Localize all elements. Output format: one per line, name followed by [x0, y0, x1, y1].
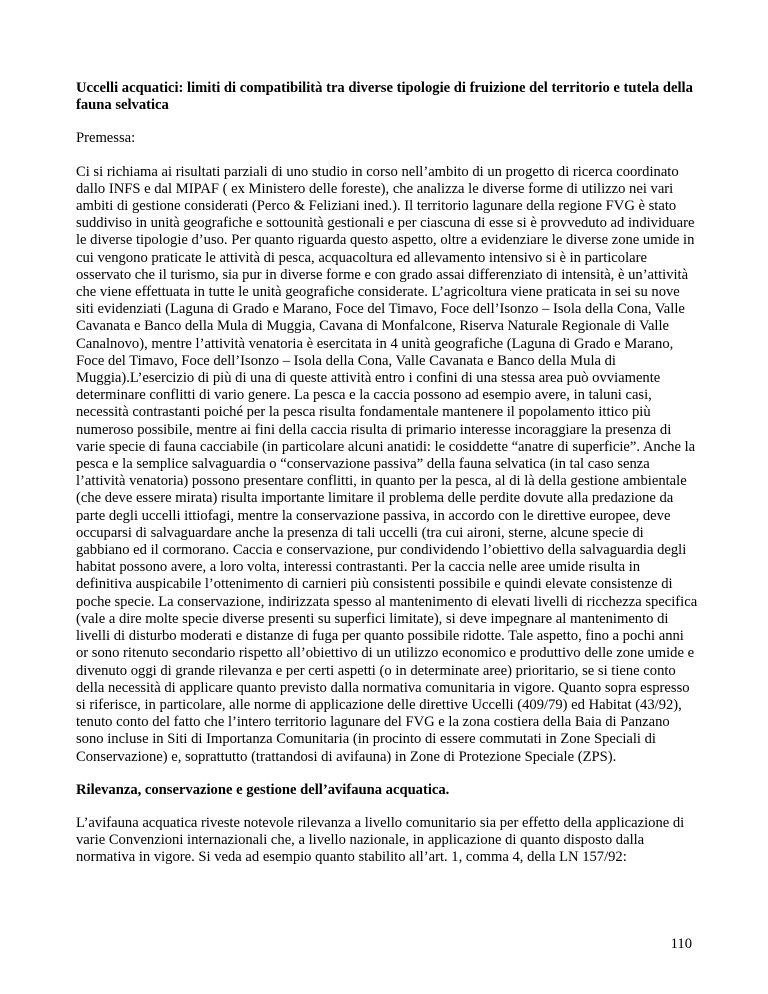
- section-heading-avifauna: Rilevanza, conservazione e gestione dell’avifauna acquatica.: [76, 781, 450, 798]
- paragraph-premessa: Ci si richiama ai risultati parziali di uno studio in corso nell’ambito di un progetto di ricerca coordinato dallo INFS e dal MIPAF ( ex Ministero delle foreste), che analizza le diverse forme di utilizzo nei vari ambiti di gestione considerati (Perco & Feliziani ined.). Il territorio lagunare della regione FVG è stato suddiviso in unità geografiche e sottounità gestionali e per ciascuna di esse si è provveduto ad individuare le diverse tipologie d’uso. Per quanto riguarda questo aspetto, oltre a evidenziare le diverse zone umide in cui vengono praticate le attività di pesca, acquacoltura ed allevamento intensivo si è in particolare osservato che il turismo, sia pur in diverse forme e con grado assai differenziato di intensità, è un’attività che viene effettuata in tutte le unità geografiche considerate. L’agricoltura viene praticata in sei su nove siti evidenziati (Laguna di Grado e Marano, Foce del Timavo, Foce dell’Isonzo – Isola della Cona, Valle Cavanata e Banco della Mula di Muggia, Cavana di Monfalcone, Riserva Naturale Regionale di Valle Canalnovo), mentre l’attività venatoria è esercitata in 4 unità geografiche (Laguna di Grado e Marano, Foce del Timavo, Foce dell’Isonzo – Isola della Cona, Valle Cavanata e Banco della Mula di Muggia).L’esercizio di più di una di queste attività entro i confini di una stessa area può ovviamente determinare conflitti di vario genere. La pesca e la caccia possono ad esempio avere, in taluni casi, necessità contrastanti poiché per la pesca risulta fondamentale mantenere il popolamento ittico più numeroso possibile, mentre ai fini della caccia risulta di primario interesse incoraggiare la presenza di varie specie di fauna cacciabile (in particolare alcuni anatidi: le cosiddette “anatre di superficie”. Anche la pesca e la semplice salvaguardia o “conservazione passiva” della fauna selvatica (in tal caso senza l’attività venatoria) possono presentare conflitti, in quanto per la pesca, al di là della gestione ambientale (che deve essere mirata) risulta importante limitare il problema delle perdite dovute alla predazione da parte degli uccelli ittiofagi, mentre la conservazione passiva, in accordo con le direttive europee, deve occuparsi di salvaguardare anche la presenza di tali uccelli (tra cui aironi, sterne, alcune specie di gabbiano ed il cormorano. Caccia e conservazione, pur condividendo l’obiettivo della salvaguardia degli habitat possono avere, a loro volta, interessi contrastanti. Per la caccia nelle aree umide risulta in definitiva auspicabile l’ottenimento di carnieri più consistenti possibile e quindi elevate consistenze di poche specie. La conservazione, indirizzata spesso al mantenimento di elevati livelli di ricchezza specifica (vale a dire molte specie diverse presenti su superfici limitate), si deve impegnare al mantenimento di livelli di disturbo moderati e distanze di fuga per quanto possibile ridotte. Tale aspetto, fino a pochi anni or sono ritenuto secondario rispetto all’obiettivo di un utilizzo economico e produttivo delle zone umide e divenuto oggi di grande rilevanza e per certi aspetti (o in determinate aree) prioritario, se si tiene conto della necessità di applicare quanto previsto dalla normativa comunitaria in vigore. Quanto sopra espresso si riferisce, in particolare, alle norme di applicazione delle direttive Uccelli (409/79) ed Habitat (43/92), tenuto conto del fatto che l’intero territorio lagunare del FVG e la zona costiera della Baia di Panzano sono incluse in Siti di Importanza Comunitaria (in procinto di essere commutati in Zone Speciali di Conservazione) e, soprattutto (trattandosi di avifauna) in Zone di Protezione Speciale (ZPS).: [76, 163, 698, 765]
- paragraph-avifauna: L’avifauna acquatica riveste notevole rilevanza a livello comunitario sia per effetto della applicazione di varie Convenzioni internazionali che, a livello nazionale, in applicazione di quanto disposto dalla normativa in vigore. Si veda ad esempio quanto stabilito all’art. 1, comma 4, della LN 157/92:: [76, 814, 685, 866]
- premessa-label: Premessa:: [76, 130, 136, 147]
- page-number: 110: [670, 936, 692, 952]
- document-page: [76, 80, 698, 883]
- document-title: Uccelli acquatici: limiti di compatibilità tra diverse tipologie di fruizione del territorio e tutela della fauna selvatica: [76, 80, 693, 114]
